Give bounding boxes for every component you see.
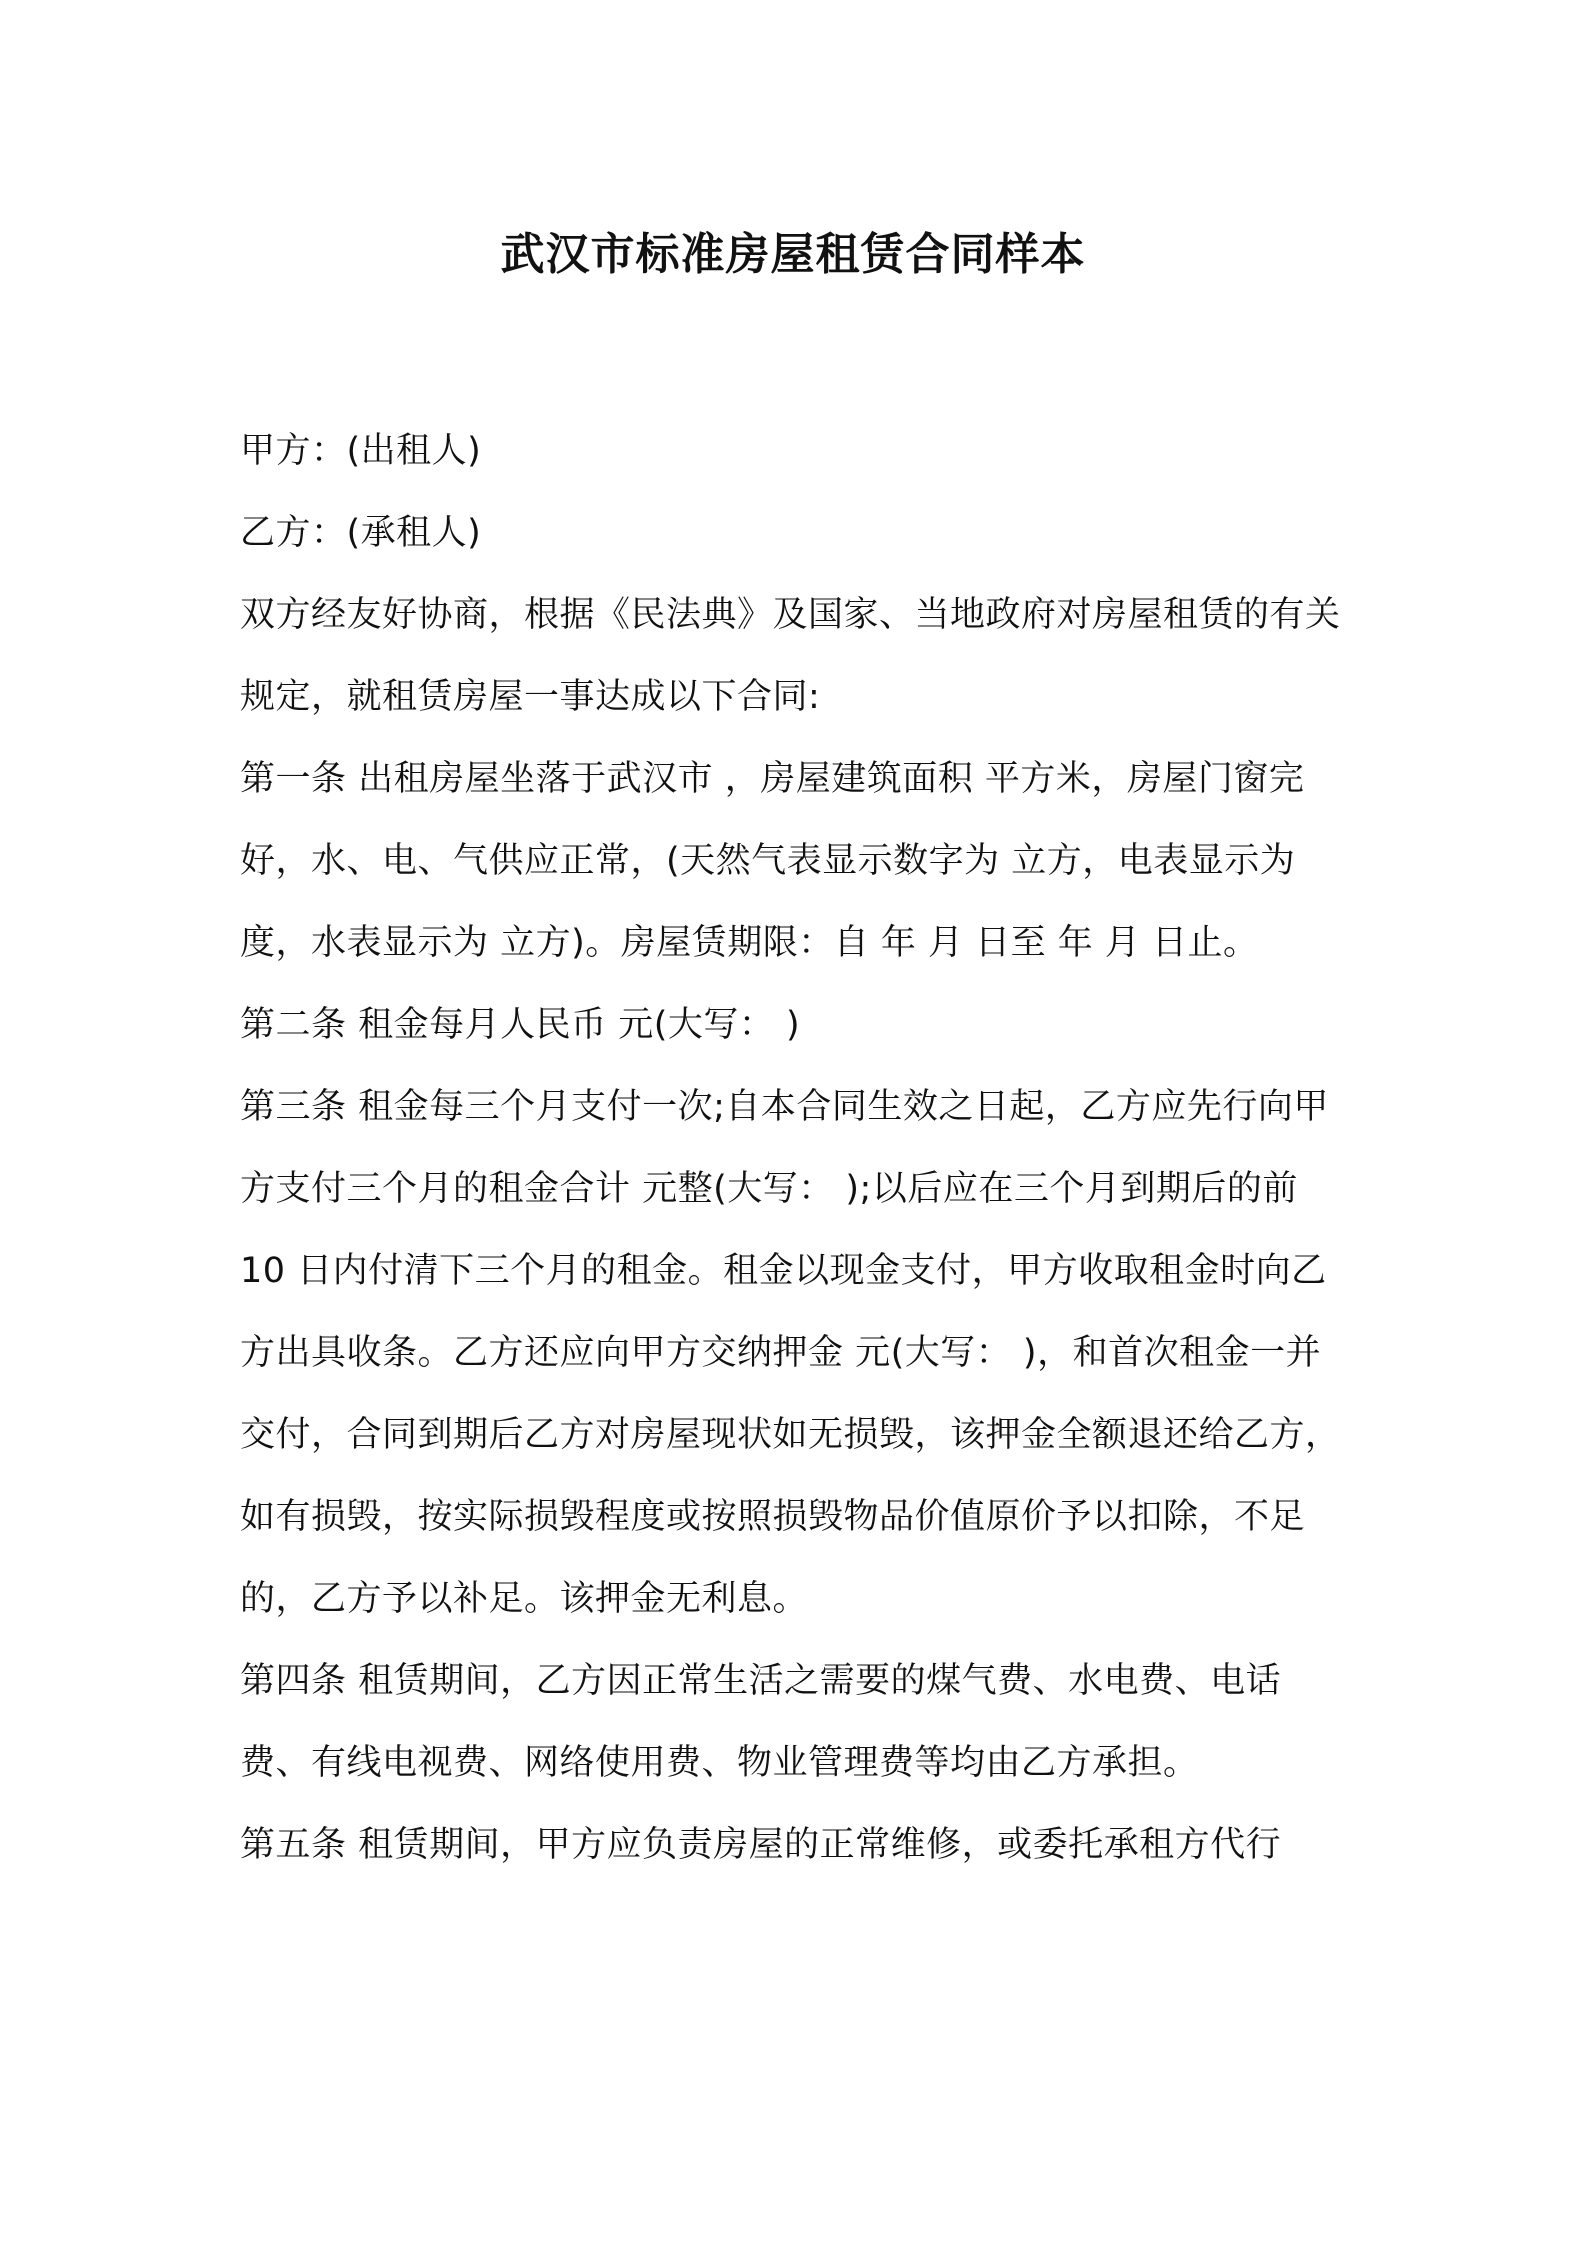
article-5-paragraph: 第五条 租赁期间，甲方应负责房屋的正常维修，或委托承租方代行 [240, 1825, 1282, 1865]
article-4-paragraph: 第四条 租赁期间，乙方因正常生活之需要的煤气费、水电费、电话费、有线电视费、网络使用费、物业管理费等均由乙方承担。 [240, 1661, 1282, 1783]
party-a-line: 甲方：(出租人) [240, 431, 482, 471]
party-b-line: 乙方：(承租人) [240, 513, 482, 553]
article-3-paragraph: 第三条 租金每三个月支付一次;自本合同生效之日起，乙方应先行向甲方支付三个月的租金合计 元整(大写： );以后应在三个月到期后的前 10 日内付清下三个月的租金。租金以现金支付，甲方收取租金时向乙方出具收条。乙方还应向甲方交纳押金 元(大写： )，和首次租金一并交付，合同到期后乙方对房屋现状如无损毁，该押金全额退还给乙方，如有损毁，按实际损毁程度或按照损毁物品价值原价予以扣除，不足的，乙方予以补足。该押金无利息。 [240, 1087, 1341, 1619]
document-title: 武汉市标准房屋租赁合同样本 [500, 229, 1086, 280]
article-2-paragraph: 第二条 租金每月人民币 元(大写： ) [240, 1005, 801, 1045]
article-1-paragraph: 第一条 出租房屋坐落于武汉市 ，房屋建筑面积 平方米，房屋门窗完好，水、电、气供应正常，(天然气表显示数字为 立方，电表显示为 度，水表显示为 立方)。房屋赁期限：自 年 月 日至 年 月 日止。 [240, 759, 1305, 963]
preamble-paragraph: 双方经友好协商，根据《民法典》及国家、当地政府对房屋租赁的有关规定，就租赁房屋一事达成以下合同: [240, 595, 1341, 717]
document-body [240, 410, 1352, 1886]
